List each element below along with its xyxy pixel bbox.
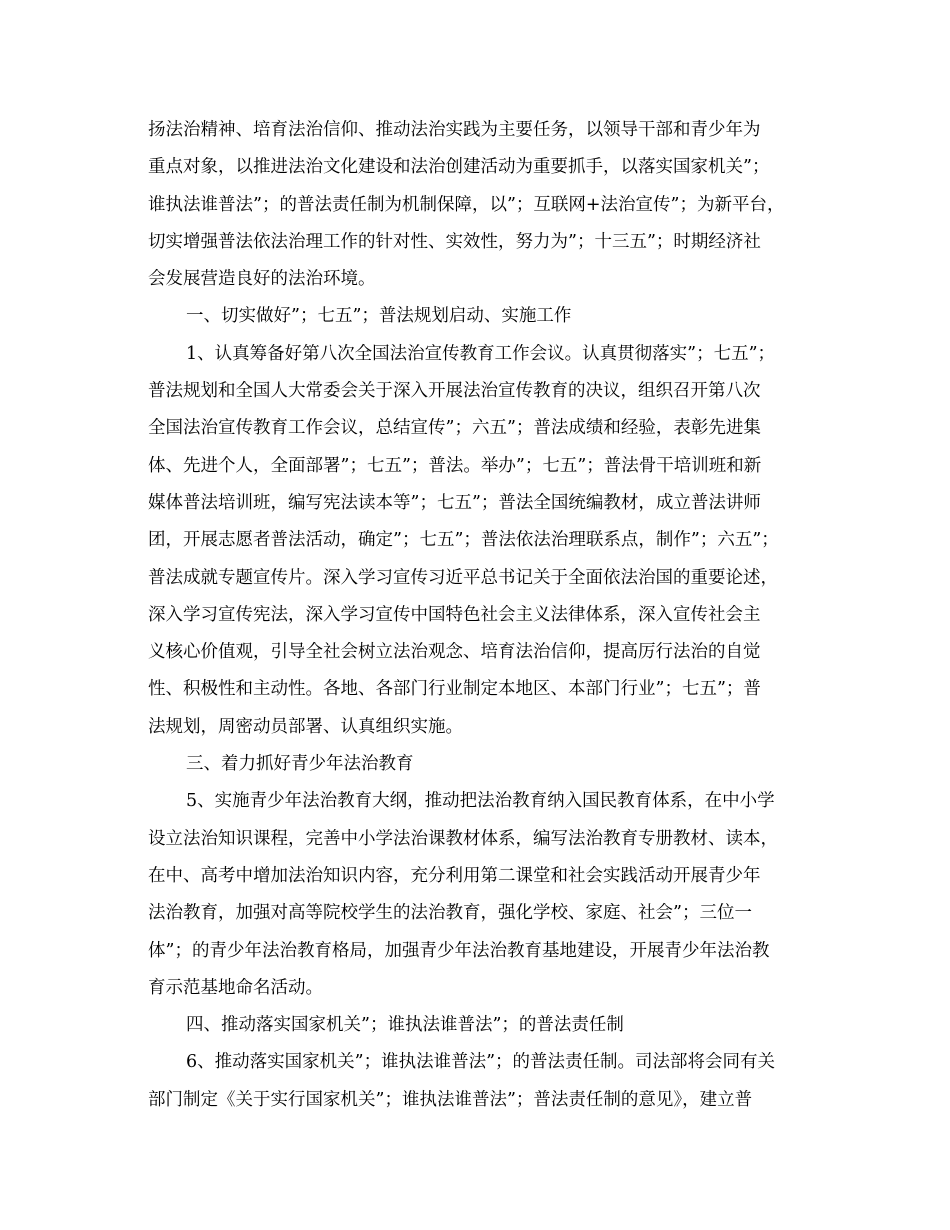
text-line: 部门制定《关于实行国家机关”；谁执法谁普法”；普法责任制的意见》，建立普 <box>148 1089 753 1110</box>
text-line: 法治教育，加强对高等院校学生的法治教育，强化学校、家庭、社会”；三位一 <box>148 903 752 924</box>
text-line: 四、推动落实国家机关”；谁执法谁普法”；的普法责任制 <box>186 1015 624 1036</box>
text-line: 普法规划和全国人大常委会关于深入开展法治宣传教育的决议，组织召开第八次 <box>148 381 761 402</box>
text-line: 在中、高考中增加法治知识内容，充分利用第二课堂和社会实践活动开展青少年 <box>148 865 761 886</box>
document-body <box>148 112 848 1119</box>
text-line: 媒体普法培训班，编写宪法读本等”；七五”；普法全国统编教材，成立普法讲师 <box>148 492 761 513</box>
text-line: 育示范基地命名活动。 <box>148 977 323 998</box>
text-line: 一、切实做好”；七五”；普法规划启动、实施工作 <box>186 306 572 327</box>
text-line: 设立法治知识课程，完善中小学法治课教材体系，编写法治教育专册教材、读本， <box>148 828 778 849</box>
text-line: 会发展营造良好的法治环境。 <box>148 269 376 290</box>
text-line: 扬法治精神、培育法治信仰、推动法治实践为主要任务，以领导干部和青少年为 <box>148 120 761 140</box>
text-line: 法规划，周密动员部署、认真组织实施。 <box>148 716 463 737</box>
text-line: 三、着力抓好青少年法治教育 <box>186 754 414 775</box>
text-line: 团，开展志愿者普法活动，确定”；七五”；普法依法治理联系点，制作”；六五”； <box>148 530 779 551</box>
text-line: 5、实施青少年法治教育大纲，推动把法治教育纳入国民教育体系，在中小学 <box>186 791 775 812</box>
text-line: 深入学习宣传宪法，深入学习宣传中国特色社会主义法律体系，深入宣传社会主 <box>148 604 761 625</box>
text-line: 6、推动落实国家机关”；谁执法谁普法”；的普法责任制。司法部将会同有关 <box>186 1052 776 1073</box>
text-line: 普法成就专题宣传片。深入学习宣传习近平总书记关于全面依法治国的重要论述， <box>148 567 778 588</box>
text-line: 重点对象，以推进法治文化建设和法治创建活动为重要抓手，以落实国家机关”； <box>148 157 770 178</box>
text-line: 全国法治宣传教育工作会议，总结宣传”；六五”；普法成绩和经验，表彰先进集 <box>148 418 761 439</box>
text-line: 体、先进个人，全面部署”；七五”；普法。举办”；七五”；普法骨干培训班和新 <box>148 455 762 476</box>
text-line: 性、积极性和主动性。各地、各部门行业制定本地区、本部门行业”；七五”；普 <box>148 679 761 700</box>
text-line: 1、认真筹备好第八次全国法治宣传教育工作会议。认真贯彻落实”；七五”； <box>186 343 776 364</box>
text-line: 体”；的青少年法治教育格局，加强青少年法治教育基地建设，开展青少年法治教 <box>148 940 770 961</box>
text-line: 切实增强普法依法治理工作的针对性、实效性，努力为”；十三五”；时期经济社 <box>148 231 761 252</box>
text-line: 谁执法谁普法”；的普法责任制为机制保障，以”；互联网+法治宣传”；为新平台， <box>148 194 785 215</box>
text-line: 义核心价值观，引导全社会树立法治观念、培育法治信仰，提高厉行法治的自觉 <box>148 642 761 663</box>
